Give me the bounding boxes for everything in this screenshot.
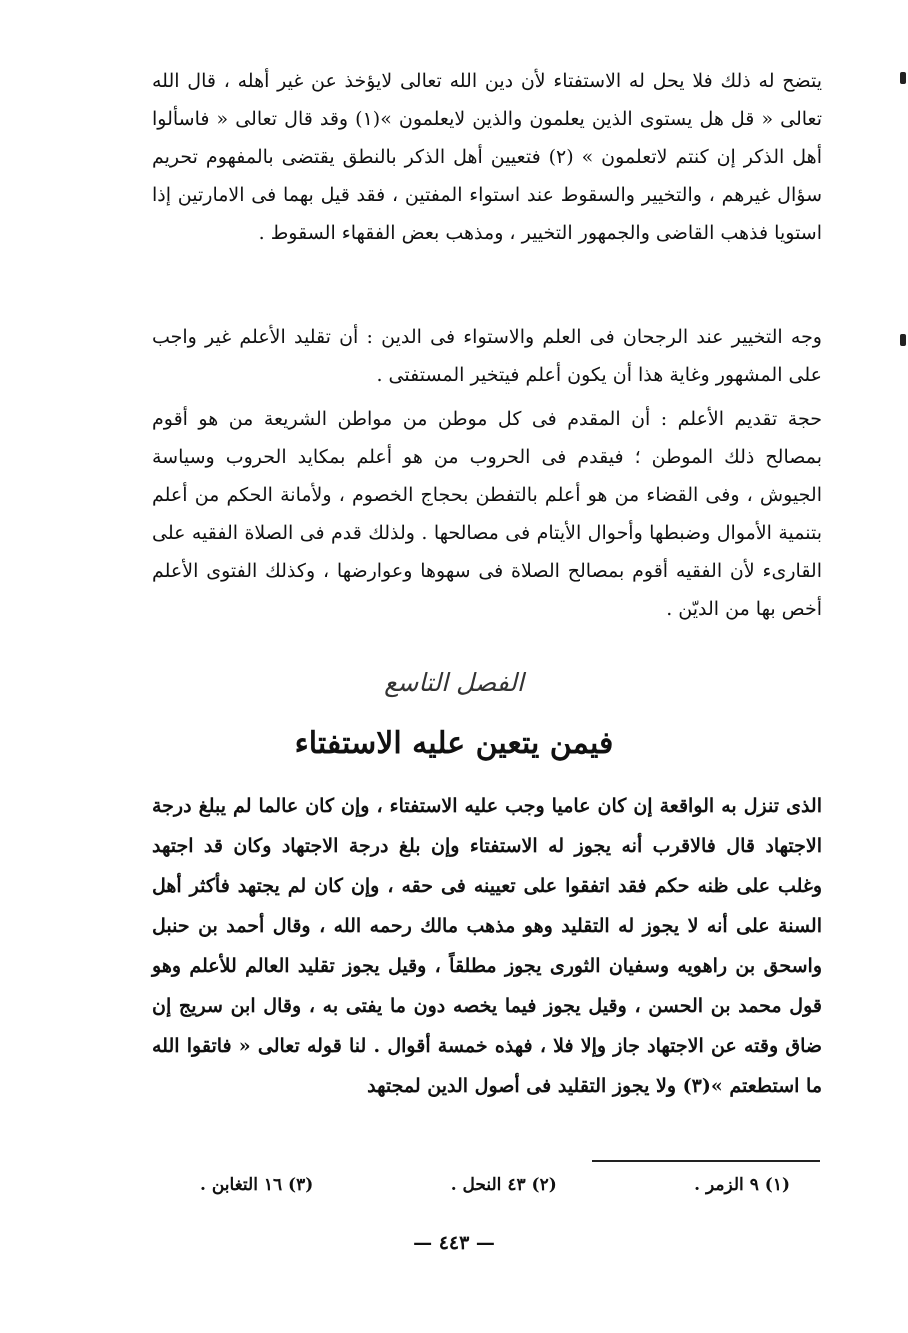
paragraph-choice: وجه التخيير عند الرجحان فى العلم والاستواء فى الدين : أن تقليد الأعلم غير واجب على المشهور وغاية هذا أن يكون أعلم فيتخير المستفتى . (152, 326, 822, 386)
chapter-label: الفصل التاسع (384, 668, 524, 697)
chapter-title: فيمن يتعين عليه الاستفتاء (294, 726, 614, 761)
footnotes (200, 1175, 790, 1195)
paragraph-argument: حجة تقديم الأعلم : أن المقدم فى كل موطن من مواطن الشريعة من هو أقوم بمصالح ذلك الموطن ؛ فيقدم فى الحروب من هو أعلم بمكايد الحروب وسياسة الجيوش ، وفى القضاء من هو أعلم بالتفطن بحجاج الخصوم ، ولأمانة الحكم من أعلم بتنمية الأموال وضبطها وأحوال الأيتام فى مصالحها . ولذلك قدم فى الصلاة الفقيه على القارىء لأن الفقيه أقوم بمصالح الصلاة فى سهوها وعوارضها ، وكذلك الفتوى الأعلم أخص بها من الديّن . (152, 408, 822, 620)
footnote-3: (٣) ١٦ التغابن . (200, 1175, 314, 1195)
margin-mark (900, 72, 906, 84)
footnote-divider (592, 1160, 820, 1162)
footnote-2: (٢) ٤٣ النحل . (450, 1175, 557, 1195)
footnote-1: (١) ٩ الزمر . (694, 1175, 790, 1195)
page-number: — ٤٤٣ — (413, 1232, 495, 1254)
margin-mark (900, 334, 906, 346)
paragraph-chapter-body: الذى تنزل به الواقعة إن كان عاميا وجب عليه الاستفتاء ، وإن كان عالما لم يبلغ درجة الاجتهاد قال فالاقرب أنه يجوز له الاستفتاء وإن بلغ درجة الاجتهاد وكان قد اجتهد وغلب على ظنه حكم فقد اتفقوا على تعيينه فى حقه ، وإن كان لم يجتهد فأكثر أهل السنة على أنه لا يجوز له التقليد وهو مذهب مالك رحمه الله ، وقال أحمد بن حنبل واسحق بن راهويه وسفيان الثورى يجوز مطلقاً ، وقيل يجوز تقليد العالم للأعلم وهو قول محمد بن الحسن ، وقيل يجوز فيما يخصه دون ما يفتى به ، وقال ابن سريج إن ضاق وقته عن الاجتهاد جاز وإلا فلا ، فهذه خمسة أقوال . لنا قوله تعالى « فاتقوا الله ما استطعتم »(٣) ولا يجوز التقليد فى أصول الدين لمجتهد (152, 795, 822, 1097)
paragraph-intro: يتضح له ذلك فلا يحل له الاستفتاء لأن دين الله تعالى لايؤخذ عن غير أهله ، قال الله تعالى « قل هل يستوى الذين يعلمون والذين لايعلمون »(١) وقد قال تعالى « فاسألوا أهل الذكر إن كنتم لاتعلمون » (٢) فتعيين أهل الذكر بالنطق يقتضى بالمفهوم تحريم سؤال غيرهم ، والتخيير والسقوط عند استواء المفتين ، فقد قيل بهما فى الامارتين إذا استويا فذهب القاضى والجمهور التخيير ، ومذهب بعض الفقهاء السقوط . (152, 70, 822, 244)
